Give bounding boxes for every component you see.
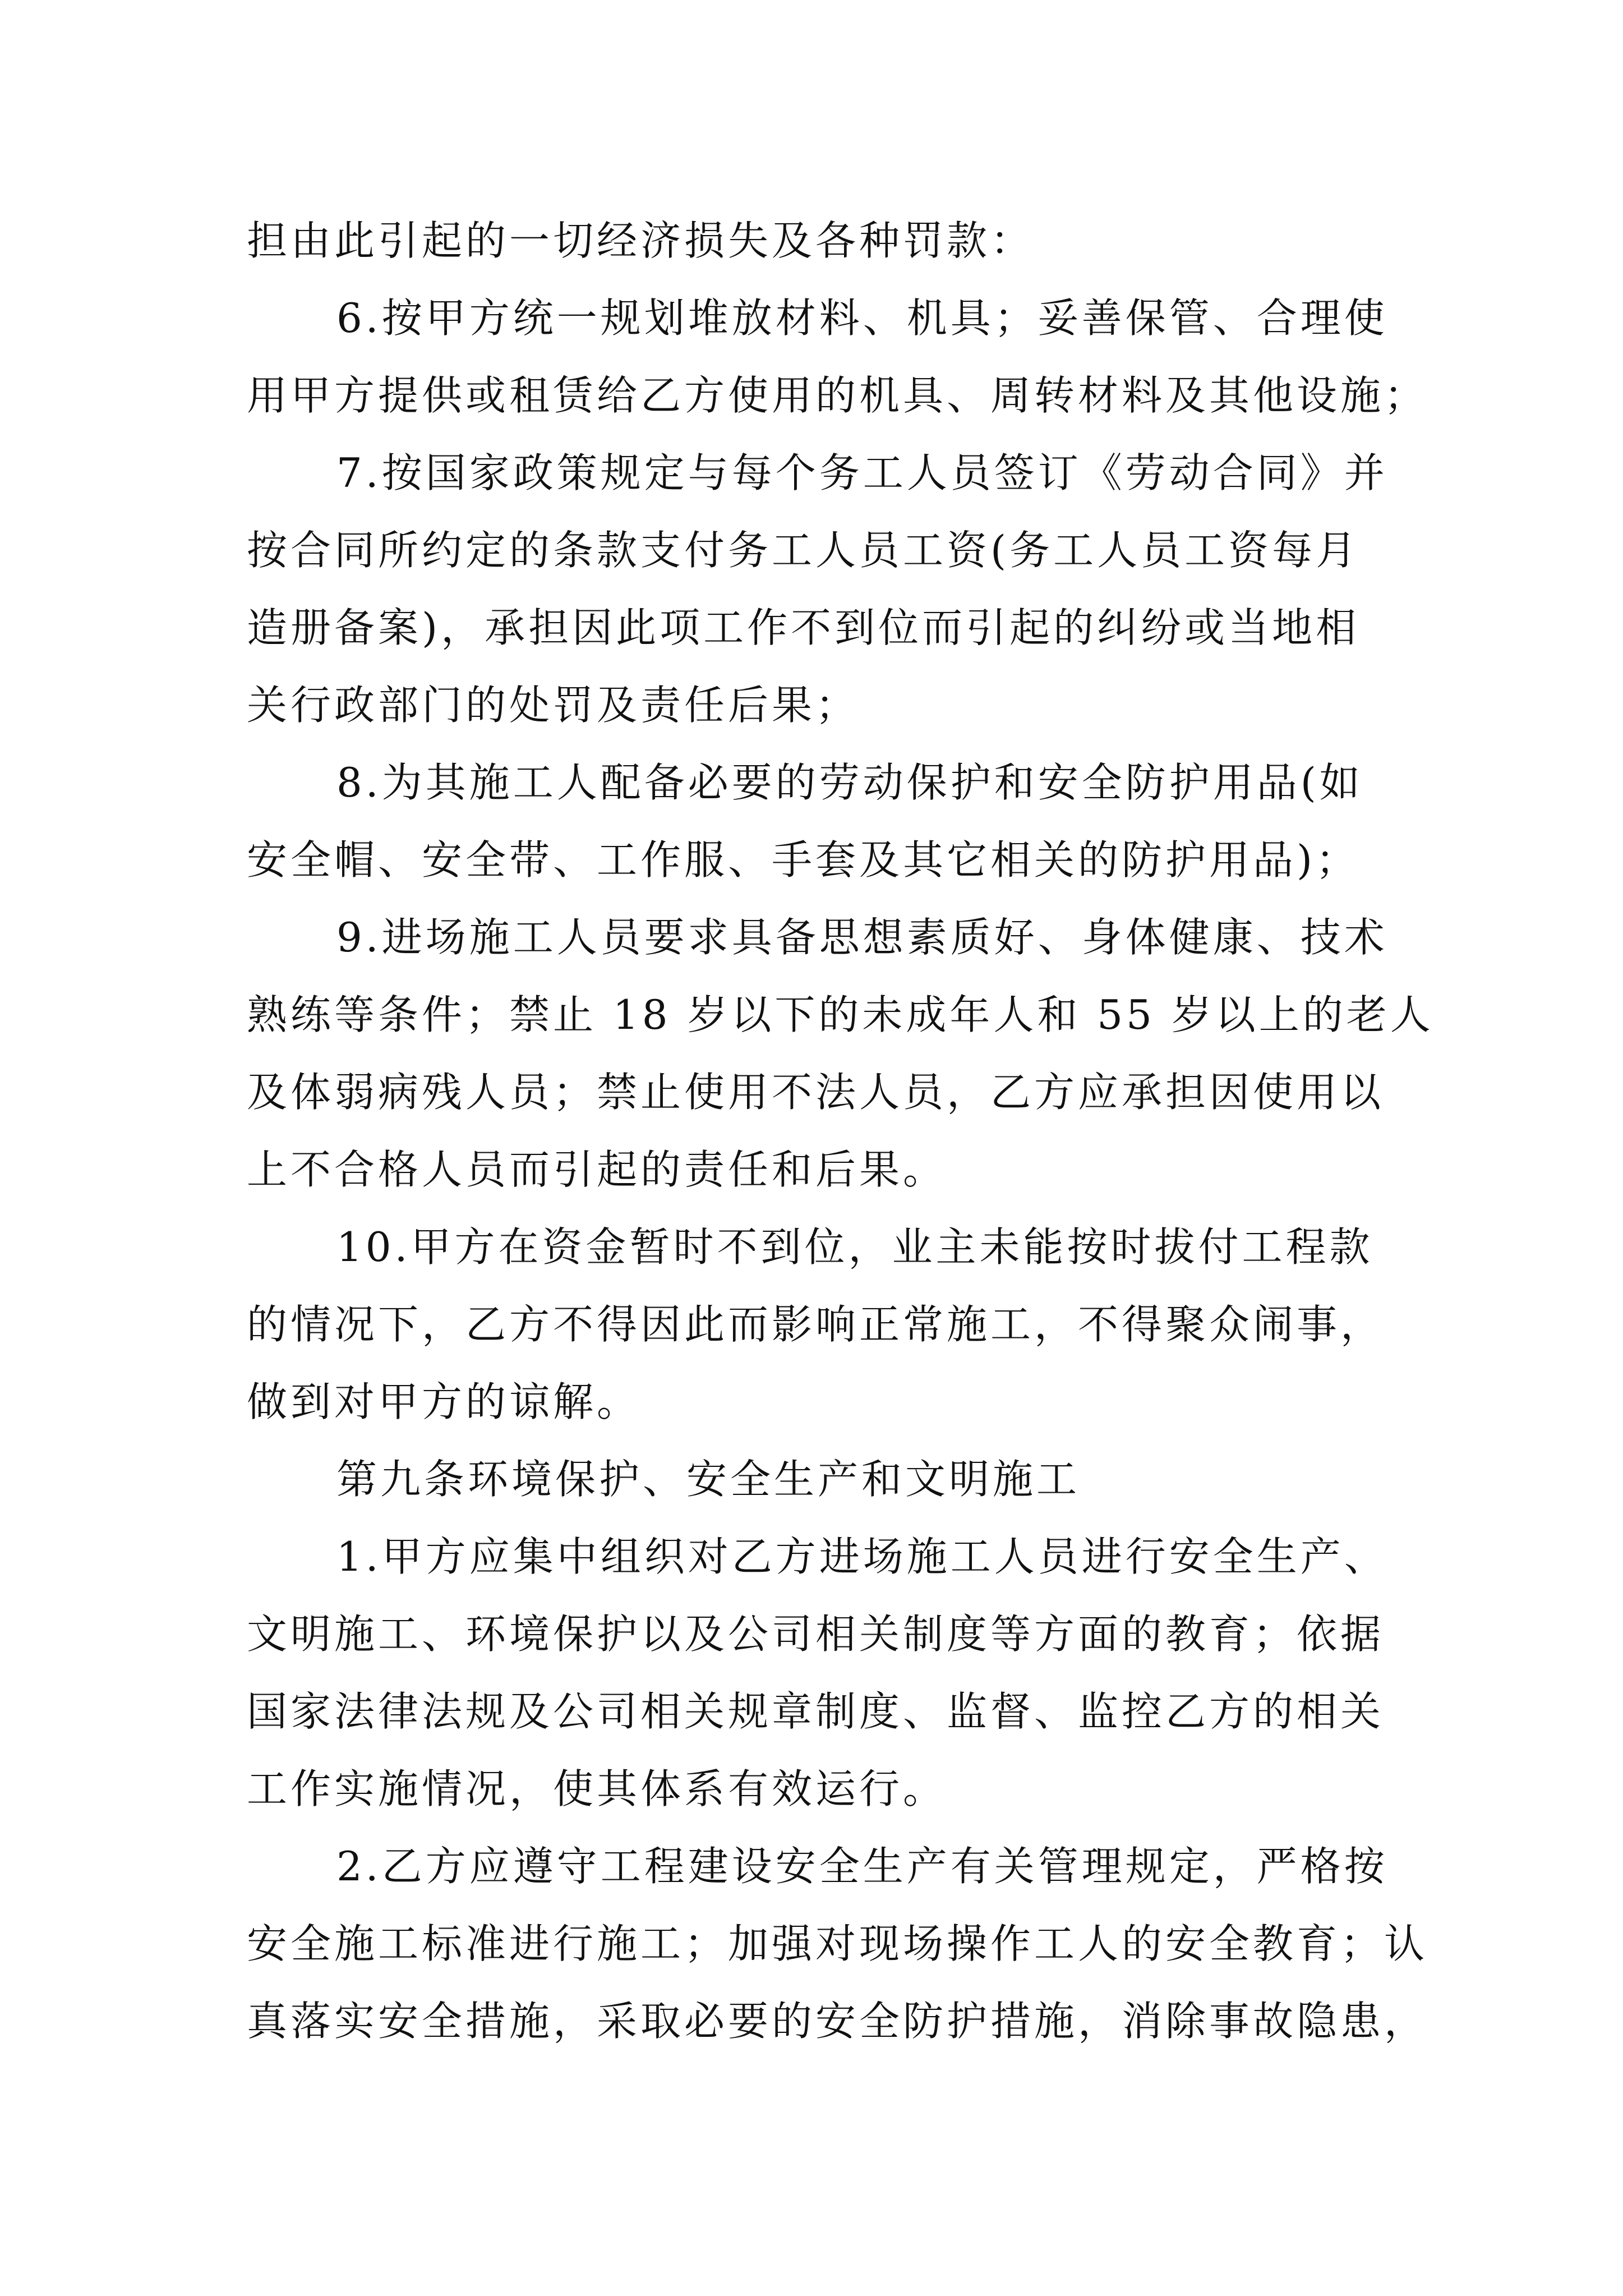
text-line-10: 9.进场施工人员要求具备思想素质好、身体健康、技术	[336, 914, 1388, 961]
text-line-21: 工作实施情况，使其体系有效运行。	[247, 1765, 947, 1812]
text-line-15: 的情况下，乙方不得因此而影响正常施工，不得聚众闹事，	[247, 1301, 1385, 1348]
text-line-3: 用甲方提供或租赁给乙方使用的机具、周转材料及其他设施；	[247, 372, 1428, 419]
text-line-11: 熟练等条件；禁止 18 岁以下的未成年人和 55 岁以上的老人	[247, 991, 1434, 1038]
text-line-4: 7.按国家政策规定与每个务工人员签订《劳动合同》并	[336, 449, 1388, 496]
text-line-24: 真落实安全措施，采取必要的安全防护措施，消除事故隐患，	[247, 1998, 1428, 2045]
body-text	[247, 202, 1434, 2060]
text-line-2: 6.按甲方统一规划堆放材料、机具；妥善保管、合理使	[336, 295, 1388, 342]
text-line-7: 关行政部门的处罚及责任后果；	[247, 682, 860, 729]
text-line-6: 造册备案)，承担因此项工作不到位而引起的纠纷或当地相	[247, 604, 1360, 651]
text-line-14: 10.甲方在资金暂时不到位，业主未能按时拔付工程款	[336, 1223, 1373, 1271]
text-line-12: 及体弱病残人员；禁止使用不法人员，乙方应承担因使用以	[247, 1069, 1385, 1116]
text-line-13: 上不合格人员而引起的责任和后果。	[247, 1146, 947, 1193]
text-line-19: 文明施工、环境保护以及公司相关制度等方面的教育；依据	[247, 1611, 1385, 1658]
text-line-20: 国家法律法规及公司相关规章制度、监督、监控乙方的相关	[247, 1688, 1385, 1735]
text-line-1: 担由此引起的一切经济损失及各种罚款：	[247, 217, 1035, 264]
text-line-5: 按合同所约定的条款支付务工人员工资(务工人员工资每月	[247, 527, 1360, 574]
text-line-23: 安全施工标准进行施工；加强对现场操作工人的安全教育；认	[247, 1920, 1428, 1967]
text-line-8: 8.为其施工人配备必要的劳动保护和安全防护用品(如	[336, 759, 1363, 806]
text-line-16: 做到对甲方的谅解。	[247, 1378, 641, 1425]
text-line-9: 安全帽、安全带、工作服、手套及其它相关的防护用品)；	[247, 836, 1360, 884]
text-line-18: 1.甲方应集中组织对乙方进场施工人员进行安全生产、	[336, 1533, 1388, 1580]
section-heading: 第九条环境保护、安全生产和文明施工	[336, 1456, 1081, 1503]
text-line-22: 2.乙方应遵守工程建设安全生产有关管理规定，严格按	[336, 1843, 1388, 1890]
